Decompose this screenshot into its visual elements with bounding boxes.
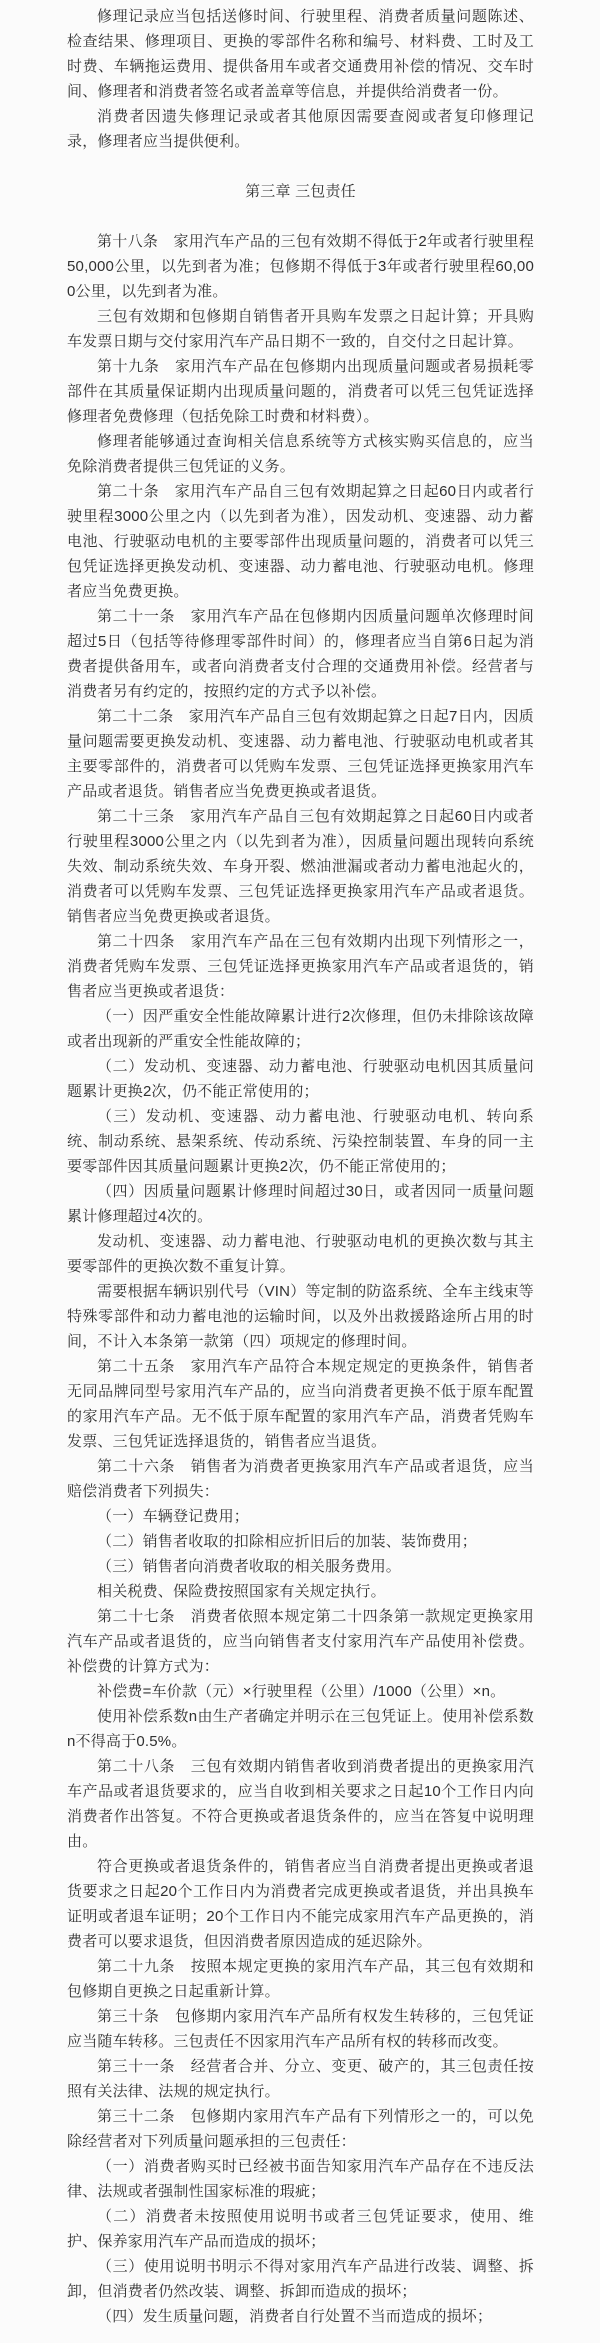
- paragraph: 需要根据车辆识别代号（VIN）等定制的防盗系统、全车主线束等特殊零部件和动力蓄电池的运输时间，以及外出救援路途所占用的时间，不计入本条第一款第（四）项规定的修理时间。: [67, 1283, 534, 1350]
- paragraph: 第十九条 家用汽车产品在包修期内出现质量问题或者易损耗零部件在其质量保证期内出现质量问题的，消费者可以凭三包凭证选择修理者免费修理（包括免除工时费和材料费）。: [67, 358, 534, 425]
- paragraph: （三）发动机、变速器、动力蓄电池、行驶驱动电机、转向系统、制动系统、悬架系统、传动系统、污染控制装置、车身的同一主要零部件因其质量问题累计更换2次，仍不能正常使用的；: [67, 1108, 534, 1175]
- paragraph: （二）发动机、变速器、动力蓄电池、行驶驱动电机因其质量问题累计更换2次，仍不能正常使用的；: [67, 1058, 534, 1100]
- paragraph: 补偿费=车价款（元）×行驶里程（公里）/1000（公里）×n。: [97, 1683, 506, 1700]
- paragraph: （一）车辆登记费用；: [97, 1508, 250, 1525]
- paragraph: 三包有效期和包修期自销售者开具购车发票之日起计算；开具购车发票日期与交付家用汽车产品日期不一致的，自交付之日起计算。: [67, 308, 534, 350]
- paragraph: 消费者因遗失修理记录或者其他原因需要查阅或者复印修理记录，修理者应当提供便利。: [67, 108, 534, 150]
- paragraph: 第二十四条 家用汽车产品在三包有效期内出现下列情形之一，消费者凭购车发票、三包凭证选择更换家用汽车产品或者退货的，销售者应当更换或者退货：: [67, 933, 534, 1000]
- paragraph: 符合更换或者退货条件的，销售者应当自消费者提出更换或者退货要求之日起20个工作日内为消费者完成更换或者退货，并出具换车证明或者退车证明；20个工作日内不能完成家用汽车产品更换的，消费者可以要求退货，但因消费者原因造成的延迟除外。: [67, 1858, 534, 1950]
- paragraph: （二）销售者收取的扣除相应折旧后的加装、装饰费用；: [97, 1533, 478, 1550]
- paragraph: 修理者能够通过查询相关信息系统等方式核实购买信息的，应当免除消费者提供三包凭证的义务。: [67, 433, 534, 475]
- paragraph: （四）因质量问题累计修理时间超过30日，或者因同一质量问题累计修理超过4次的。: [67, 1183, 534, 1225]
- intro-section: [67, 4, 534, 154]
- articles-section: [67, 229, 534, 2329]
- paragraph: （一）因严重安全性能故障累计进行2次修理，但仍未排除该故障或者出现新的严重安全性能故障的；: [67, 1008, 534, 1050]
- paragraph: 相关税费、保险费按照国家有关规定执行。: [97, 1583, 386, 1600]
- paragraph: 第二十二条 家用汽车产品自三包有效期起算之日起7日内，因质量问题需要更换发动机、变速器、动力蓄电池、行驶驱动电机或者其主要零部件的，消费者可以凭购车发票、三包凭证选择更换家用汽车产品或者退货。销售者应当免费更换或者退货。: [67, 708, 534, 800]
- paragraph: 第二十一条 家用汽车产品在包修期内因质量问题单次修理时间超过5日（包括等待修理零部件时间）的，修理者应当自第6日起为消费者提供备用车，或者向消费者支付合理的交通费用补偿。经营者与消费者另有约定的，按照约定的方式予以补偿。: [67, 608, 534, 700]
- paragraph: 发动机、变速器、动力蓄电池、行驶驱动电机的更换次数与其主要零部件的更换次数不重复计算。: [67, 1233, 534, 1275]
- paragraph: （三）销售者向消费者收取的相关服务费用。: [97, 1558, 402, 1575]
- paragraph: 第三十二条 包修期内家用汽车产品有下列情形之一的，可以免除经营者对下列质量问题承担的三包责任：: [67, 2108, 534, 2150]
- paragraph: 第二十八条 三包有效期内销售者收到消费者提出的更换家用汽车产品或者退货要求的，应当自收到相关要求之日起10个工作日内向消费者作出答复。不符合更换或者退货条件的，应当在答复中说明理由。: [67, 1758, 534, 1850]
- paragraph: 第二十三条 家用汽车产品自三包有效期起算之日起60日内或者行驶里程3000公里之内（以先到者为准），因质量问题出现转向系统失效、制动系统失效、车身开裂、燃油泄漏或者动力蓄电池起火的，消费者可以凭购车发票、三包凭证选择更换家用汽车产品或者退货。销售者应当免费更换或者退货。: [67, 808, 534, 925]
- paragraph: （一）消费者购买时已经被书面告知家用汽车产品存在不违反法律、法规或者强制性国家标准的瑕疵；: [67, 2158, 534, 2200]
- paragraph: 第十八条 家用汽车产品的三包有效期不得低于2年或者行驶里程50,000公里，以先到者为准；包修期不得低于3年或者行驶里程60,000公里，以先到者为准。: [67, 233, 534, 300]
- paragraph: 第二十条 家用汽车产品自三包有效期起算之日起60日内或者行驶里程3000公里之内（以先到者为准），因发动机、变速器、动力蓄电池、行驶驱动电机的主要零部件出现质量问题的，消费者可以凭三包凭证选择更换发动机、变速器、动力蓄电池、行驶驱动电机。修理者应当免费更换。: [67, 483, 534, 600]
- paragraph: （三）使用说明书明示不得对家用汽车产品进行改装、调整、拆卸，但消费者仍然改装、调整、拆卸而造成的损坏；: [67, 2258, 534, 2300]
- paragraph: 修理记录应当包括送修时间、行驶里程、消费者质量问题陈述、检查结果、修理项目、更换的零部件名称和编号、材料费、工时及工时费、车辆拖运费用、提供备用车或者交通费用补偿的情况、交车时间、修理者和消费者签名或者盖章等信息，并提供给消费者一份。: [67, 8, 534, 100]
- chapter-heading: 第三章 三包责任: [245, 183, 356, 200]
- paragraph: 第三十条 包修期内家用汽车产品所有权发生转移的，三包凭证应当随车转移。三包责任不因家用汽车产品所有权的转移而改变。: [67, 2008, 534, 2050]
- paragraph: （二）消费者未按照使用说明书或者三包凭证要求，使用、维护、保养家用汽车产品而造成的损坏；: [67, 2208, 534, 2250]
- paragraph: 第二十五条 家用汽车产品符合本规定规定的更换条件，销售者无同品牌同型号家用汽车产品的，应当向消费者更换不低于原车配置的家用汽车产品。无不低于原车配置的家用汽车产品，消费者凭购车发票、三包凭证选择退货的，销售者应当退货。: [67, 1358, 534, 1450]
- paragraph: （四）发生质量问题，消费者自行处置不当而造成的损坏；: [97, 2308, 493, 2325]
- paragraph: 使用补偿系数n由生产者确定并明示在三包凭证上。使用补偿系数n不得高于0.5%。: [67, 1708, 534, 1750]
- paragraph: 第二十七条 消费者依照本规定第二十四条第一款规定更换家用汽车产品或者退货的，应当向销售者支付家用汽车产品使用补偿费。补偿费的计算方式为：: [67, 1608, 534, 1675]
- paragraph: 第三十一条 经营者合并、分立、变更、破产的，其三包责任按照有关法律、法规的规定执行。: [67, 2058, 534, 2100]
- paragraph: 第二十六条 销售者为消费者更换家用汽车产品或者退货，应当赔偿消费者下列损失：: [67, 1458, 534, 1500]
- paragraph: 第二十九条 按照本规定更换的家用汽车产品，其三包有效期和包修期自更换之日起重新计算。: [67, 1958, 534, 2000]
